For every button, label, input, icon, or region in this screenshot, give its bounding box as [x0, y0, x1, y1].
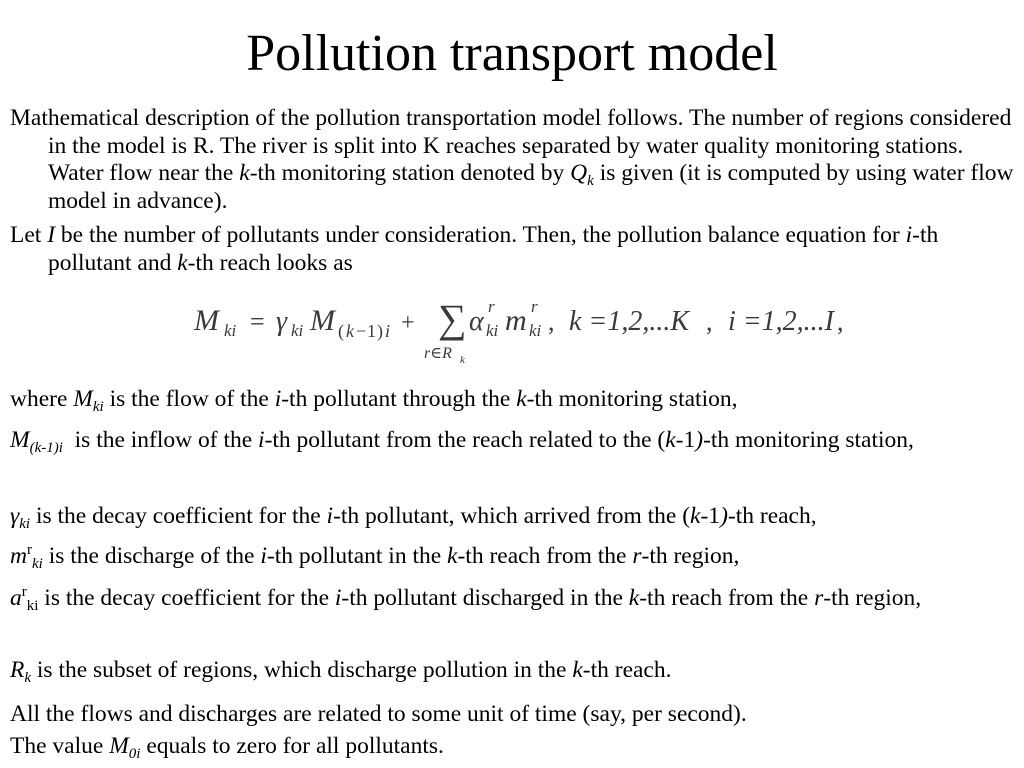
- paragraph-def-m: $m^r_{ki}$ is the discharge of the i-th pollutant in the k-th reach from the r-th region,: [10, 542, 740, 572]
- eq-M2: M: [310, 304, 335, 337]
- eq-m-sup: r: [531, 297, 538, 316]
- eq-plus: +: [401, 310, 415, 336]
- eq-gamma-sub: ki: [291, 321, 304, 340]
- eq-paren-minus: −: [356, 321, 367, 341]
- eq-sum: ∑: [438, 296, 467, 341]
- eq-gamma: γ: [276, 306, 288, 337]
- eq-sum-sub: r∈R: [424, 345, 452, 362]
- eq-paren-i: i: [385, 321, 391, 341]
- eq-m-sub: ki: [529, 321, 542, 340]
- eq-alpha-sup: r: [488, 297, 495, 316]
- paragraph-model-description: Mathematical description of the pollution transportation model follows. The number of regions considered in the model is R. The river is split into K reaches separated by water quality monitoring stations. Water flow near the k-th monitoring station denoted by $Q_k$ is given (it is computed by using water flow model in advance).: [10, 105, 1014, 214]
- slide-title: Pollution transport model: [246, 25, 778, 82]
- eq-paren-one: 1: [367, 321, 376, 341]
- eq-M: M: [194, 304, 219, 337]
- eq-paren-open: (: [338, 321, 344, 341]
- eq-m: m: [505, 304, 527, 337]
- paragraph-units-note: All the flows and discharges are related to some unit of time (say, per second).: [10, 701, 747, 727]
- eq-i-range: i =1,2,...I: [728, 306, 834, 337]
- paragraph-balance-intro: Let I be the number of pollutants under consideration. Then, the pollution balance equation for i-th pollutant and k-th reach looks as: [10, 222, 939, 276]
- eq-paren-k: k: [346, 321, 354, 341]
- paragraph-def-alpha: $a^r_{ki}$ is the decay coefficient for the i-th pollutant discharged in the k-th reach from the r-th region,: [10, 584, 922, 614]
- eq-comma-3: ,: [837, 307, 844, 336]
- eq-M-sub: ki: [224, 321, 237, 340]
- paragraph-def-Mk1i: $M_{(k-1)i}$ is the inflow of the i-th pollutant from the reach related to the (k-1)-th monitoring station,: [10, 427, 914, 456]
- eq-alpha-sub: ki: [486, 321, 499, 340]
- balance-equation: [192, 294, 852, 368]
- eq-paren-close: ): [377, 321, 383, 341]
- paragraph-def-gamma: $\gamma_{ki}$ is the decay coefficient for the i-th pollutant, which arrived from the (k-1)-th reach,: [10, 503, 817, 532]
- paragraph-def-Mki: where $M_{ki}$ is the flow of the i-th pollutant through the k-th monitoring station,: [10, 386, 738, 415]
- eq-equals: =: [250, 307, 265, 336]
- paragraph-initial-value: The value $M_{0i}$ equals to zero for all pollutants.: [10, 733, 444, 762]
- eq-alpha: α: [469, 306, 484, 337]
- paragraph-def-Rk: $R_k$ is the subset of regions, which discharge pollution in the k-th reach.: [10, 657, 672, 686]
- eq-k-range: k =1,2,...K: [569, 306, 689, 337]
- eq-sum-sub-k: k: [460, 354, 465, 366]
- eq-comma-2: ,: [706, 307, 713, 336]
- eq-comma-1: ,: [548, 307, 555, 336]
